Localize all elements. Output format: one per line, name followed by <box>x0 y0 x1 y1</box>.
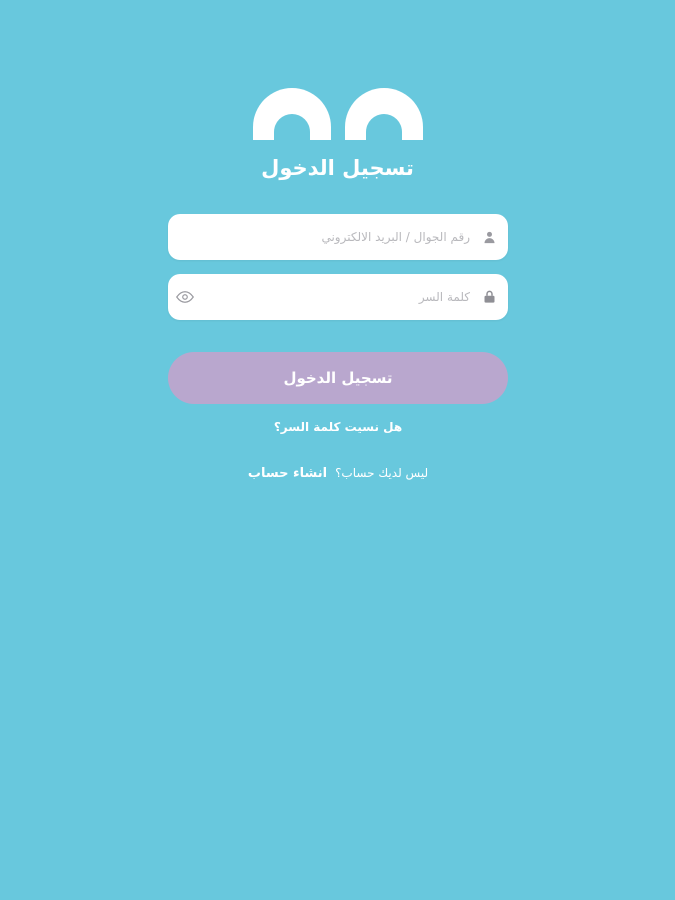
login-submit-button[interactable]: تسجيل الدخول <box>168 352 508 404</box>
logo-arch-left <box>345 88 423 140</box>
identifier-field[interactable] <box>168 214 508 260</box>
app-logo <box>0 88 675 140</box>
forgot-password-link[interactable]: هل نسيت كلمة السر؟ <box>273 420 403 434</box>
password-field[interactable] <box>168 274 508 320</box>
login-form <box>168 214 508 481</box>
signup-row <box>168 466 508 481</box>
person-icon <box>470 230 508 245</box>
eye-icon[interactable] <box>168 290 202 304</box>
lock-icon <box>470 289 508 305</box>
signup-link[interactable]: انشاء حساب <box>247 466 328 481</box>
identifier-placeholder: رقم الجوال / البريد الالكتروني <box>321 230 470 244</box>
logo-arch-right <box>253 88 331 140</box>
page-title: تسجيل الدخول <box>261 156 414 180</box>
password-placeholder: كلمة السر <box>418 290 470 304</box>
signup-question: ليس لديك حساب؟ <box>335 466 429 480</box>
